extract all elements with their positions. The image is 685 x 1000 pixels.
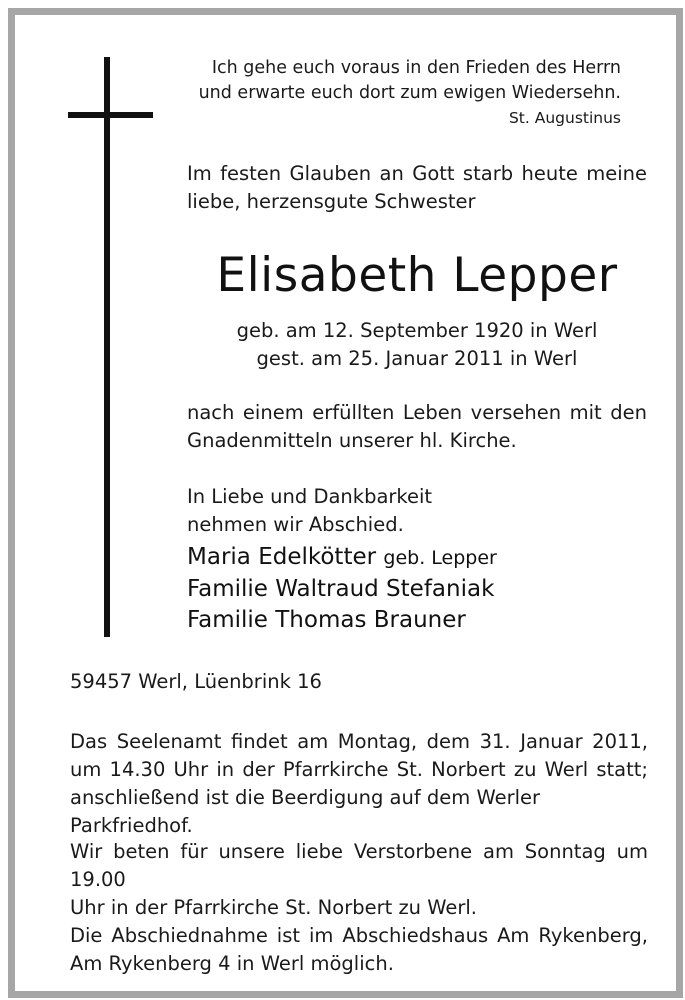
cross-icon-bar — [68, 112, 153, 118]
intro-text — [187, 160, 647, 216]
motto-quote — [199, 56, 621, 131]
motto-source: St. Augustinus — [508, 109, 621, 127]
viewing-line: Die Abschiednahme ist im Abschiedshaus Am Rykenberg, — [70, 924, 648, 947]
mourner-row: Familie Thomas Brauner — [187, 607, 466, 633]
life-text — [187, 399, 647, 455]
life-dates — [187, 317, 647, 373]
farewell-line: In Liebe und Dankbarkeit — [187, 485, 433, 508]
service-line: anschließend ist die Beerdigung auf dem Werler Parkfriedhof. — [70, 786, 541, 837]
viewing-info — [70, 922, 648, 978]
deceased-name: Elisabeth Lepper — [216, 248, 618, 303]
life-line: Gnadenmitteln unserer hl. Kirche. — [187, 429, 517, 452]
intro-line: liebe, herzensgute Schwester — [187, 190, 476, 213]
mourner-note: geb. Lepper — [383, 547, 497, 569]
farewell-text — [187, 483, 432, 539]
motto-line: und erwarte euch dort zum ewigen Wiedersehn. — [198, 83, 621, 103]
service-line: Das Seelenamt findet am Montag, dem 31. Januar 2011, — [70, 730, 648, 753]
farewell-line: nehmen wir Abschied. — [187, 513, 404, 536]
birth-date: geb. am 12. September 1920 in Werl — [236, 319, 598, 342]
prayer-info — [70, 838, 648, 922]
intro-line: Im festen Glauben an Gott starb heute meine — [187, 162, 647, 185]
prayer-line: Uhr in der Pfarrkirche St. Norbert zu Werl. — [70, 896, 478, 919]
viewing-line: Am Rykenberg 4 in Werl möglich. — [70, 952, 394, 975]
service-line: um 14.30 Uhr in der Pfarrkirche St. Norbert zu Werl statt; — [70, 758, 648, 781]
mourner-row: Familie Waltraud Stefaniak — [187, 576, 495, 602]
mourner-name: Maria Edelkötter — [187, 544, 377, 570]
address: 59457 Werl, Lüenbrink 16 — [70, 670, 322, 693]
prayer-line: Wir beten für unsere liebe Verstorbene am Sonntag um 19.00 — [70, 840, 648, 891]
motto-line: Ich gehe euch voraus in den Frieden des Herrn — [211, 58, 621, 78]
mourners-list — [187, 542, 497, 636]
death-date: gest. am 25. Januar 2011 in Werl — [256, 347, 578, 370]
life-line: nach einem erfüllten Leben versehen mit den — [187, 401, 647, 424]
service-info — [70, 728, 648, 840]
mourner-row — [187, 542, 497, 574]
obituary-frame — [8, 8, 683, 998]
cross-icon — [104, 57, 110, 637]
